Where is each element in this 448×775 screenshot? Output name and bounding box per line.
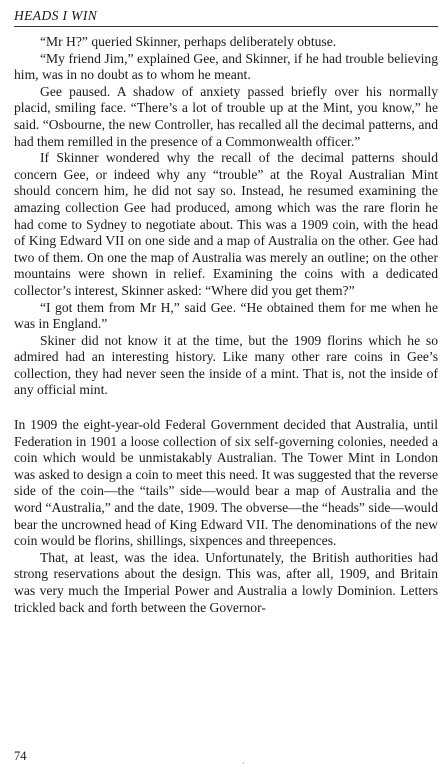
paragraph: That, at least, was the idea. Unfortunately, the British authorities had strong reservations about the design. This was, after all, 1909, and Britain was very much the Imperial Power and Australia a lowly Dominion. Letters trickled back and forth between the Governor- [14,549,438,615]
print-speck: · [242,759,245,768]
running-head: HEADS I WIN [14,8,438,27]
paragraph: In 1909 the eight-year-old Federal Government decided that Australia, until Federation in 1901 a loose collection of six self-governing colonies, needed a coin which would be unmistakably Australian. The Tower Mint in London was asked to design a coin to meet this need. It was suggested that the reverse side of the coin—the “tails” side—would bear a map of Australia and the word “Australia,” and the date, 1909. The obverse—the “heads” side—would bear the uncrowned head of King Edward VII. The denominations of the new coin would be florins, shillings, sixpences and threepences. [14,417,438,549]
paragraph: Skiner did not know it at the time, but the 1909 florins which he so admired had an interesting history. Like many other rare coins in Gee’s collection, they had never seen the inside of a mint. That is, not the inside of any official mint. [14,332,438,398]
text-block-2 [14,417,438,616]
section-break [14,399,438,417]
paragraph: Gee paused. A shadow of anxiety passed briefly over his normally placid, smiling face. “There’s a lot of trouble up at the Mint, you know,” he said. “Osbourne, the new Controller, has recalled all the decimal patterns, and had them remilled in the presence of a Commonwealth officer.” [14,83,438,149]
paragraph: “Mr H?” queried Skinner, perhaps deliberately obtuse. [40,34,337,49]
paragraph: If Skinner wondered why the recall of the decimal patterns should concern Gee, or indeed why any “trouble” at the Royal Australian Mint should concern him, he did not say so. Instead, he resumed examining the amazing collection Gee had produced, among which was the rare florin he had come to Sydney to negotiate about. This was a 1909 coin, with the head of King Edward VII on one side and a map of Australia on the other. Gee had two of them. On one the map of Australia was merely an outline; on the other mountains were shown in relief. Examining the coins with a dedicated collector’s interest, Skinner asked: “Where did you get them?” [14,150,438,298]
text-block-1 [14,34,438,399]
page-number: 74 [14,749,27,763]
paragraph: “I got them from Mr H,” said Gee. “He obtained them for me when he was in England.” [14,299,438,332]
book-page [14,8,438,768]
paragraph: “My friend Jim,” explained Gee, and Skinner, if he had trouble believing him, was in no doubt as to whom he meant. [14,50,438,83]
